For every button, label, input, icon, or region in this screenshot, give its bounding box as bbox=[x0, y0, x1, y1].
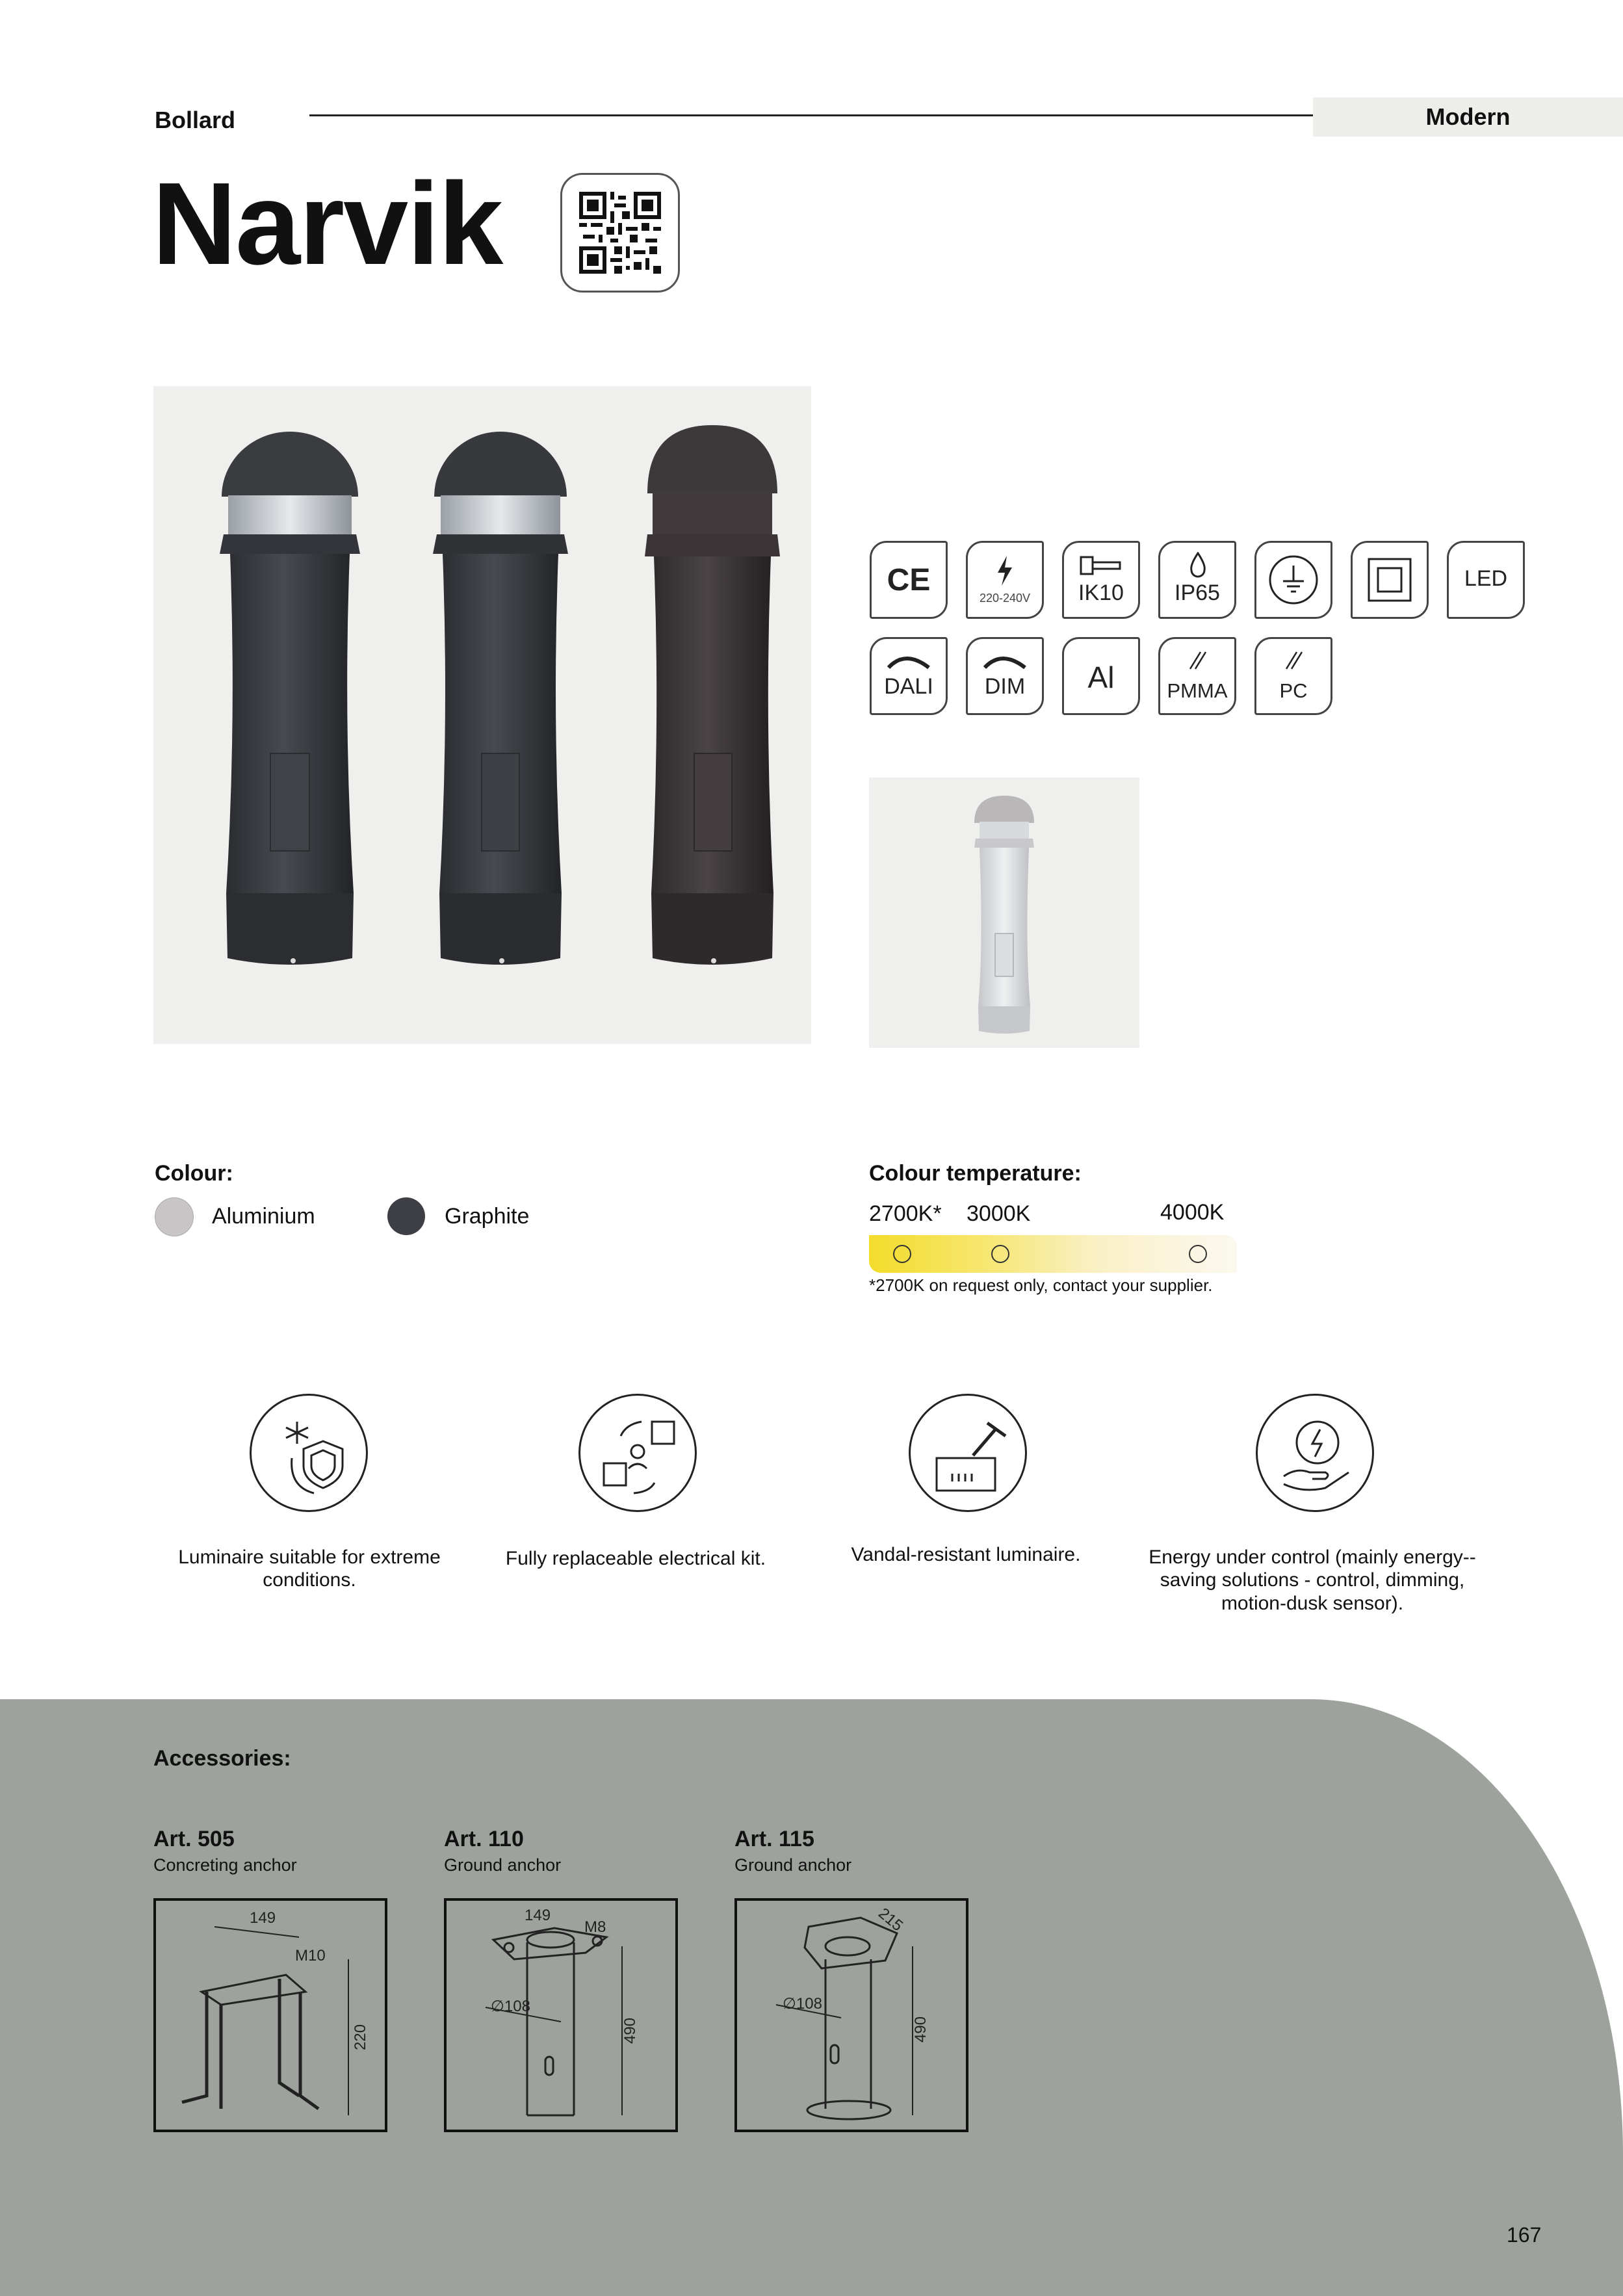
ct-label-4000: 4000K bbox=[1160, 1200, 1225, 1225]
dim-110-c: ∅108 bbox=[491, 1998, 530, 2015]
dim-115-d: 490 bbox=[912, 2016, 929, 2042]
dim-icon: DIM bbox=[966, 637, 1044, 715]
dali-arc-glyph bbox=[886, 651, 931, 670]
energy-hand-icon bbox=[1256, 1394, 1374, 1512]
pmma-icon: PMMA bbox=[1158, 637, 1236, 715]
pc-slash-glyph bbox=[1284, 649, 1303, 672]
swatch-aluminium-label: Aluminium bbox=[212, 1204, 315, 1229]
accessory-art-505: Art. 505 bbox=[153, 1827, 235, 1851]
ground-anchor-110-drawing bbox=[447, 1901, 675, 2130]
swatch-aluminium[interactable] bbox=[155, 1197, 194, 1236]
style-tag bbox=[1313, 98, 1623, 137]
accessories-title: Accessories: bbox=[153, 1746, 291, 1771]
pmma-slash-glyph bbox=[1188, 649, 1207, 672]
feature-text-energy: Energy under control (mainly energy--saving solutions - control, dimming, motion-dusk sensor). bbox=[1149, 1546, 1476, 1614]
accessory-desc-115: Ground anchor bbox=[734, 1855, 852, 1875]
colour-temperature-bar bbox=[869, 1235, 1237, 1273]
dim-110-d: 490 bbox=[621, 2017, 639, 2044]
product-title: Narvik bbox=[152, 159, 502, 289]
swatch-graphite-label: Graphite bbox=[445, 1204, 530, 1229]
bollard-aluminium-illustration bbox=[869, 777, 1139, 1048]
weather-shield-glyph bbox=[252, 1396, 366, 1510]
aluminium-icon: Al bbox=[1062, 637, 1140, 715]
dim-505-c: 220 bbox=[352, 2024, 369, 2050]
page-number: 167 bbox=[1507, 2223, 1542, 2247]
lightning-glyph bbox=[994, 554, 1016, 587]
bollard-illustration bbox=[153, 386, 811, 1044]
lightning-icon: 220-240V bbox=[966, 541, 1044, 619]
feature-text-kit: Fully replaceable electrical kit. bbox=[505, 1548, 766, 1569]
energy-hand-glyph bbox=[1258, 1396, 1372, 1510]
product-photo-aluminium bbox=[869, 777, 1139, 1048]
bollard-3 bbox=[645, 425, 780, 965]
hammer-icon: IK10 bbox=[1062, 541, 1140, 619]
dim-115-c: ∅108 bbox=[783, 1995, 822, 2013]
concreting-anchor-drawing bbox=[156, 1901, 385, 2130]
ct-dot-2700[interactable] bbox=[893, 1245, 911, 1263]
led-icon: LED bbox=[1447, 541, 1525, 619]
vandal-hammer-glyph bbox=[911, 1396, 1025, 1510]
ground-anchor-115-drawing bbox=[737, 1901, 966, 2130]
category-label: Bollard bbox=[155, 107, 236, 133]
qr-code-icon[interactable] bbox=[560, 173, 680, 293]
feature-text-extreme: Luminaire suitable for extreme conditions. bbox=[178, 1546, 441, 1591]
ct-label-3000: 3000K bbox=[967, 1201, 1031, 1226]
style-tag-label: Modern bbox=[1425, 103, 1511, 130]
feature-text-vandal: Vandal-resistant luminaire. bbox=[851, 1544, 1081, 1565]
qr-code-graphic bbox=[579, 192, 661, 274]
accessory-drawing-115[interactable] bbox=[734, 1898, 968, 2132]
double-insulation-icon bbox=[1351, 541, 1429, 619]
ct-dot-4000[interactable] bbox=[1189, 1245, 1207, 1263]
double-square-glyph bbox=[1367, 557, 1412, 603]
product-photo-main bbox=[153, 386, 811, 1044]
hammer-glyph bbox=[1078, 553, 1124, 579]
ct-dot-3000[interactable] bbox=[991, 1245, 1009, 1263]
accessory-art-110: Art. 110 bbox=[444, 1827, 524, 1851]
polycarbonate-icon: PC bbox=[1254, 637, 1332, 715]
bollard-1 bbox=[220, 432, 360, 965]
header-divider bbox=[309, 114, 1313, 116]
water-drop-icon: IP65 bbox=[1158, 541, 1236, 619]
weather-shield-icon bbox=[250, 1394, 368, 1512]
colour-temperature-note: *2700K on request only, contact your supplier. bbox=[869, 1275, 1213, 1295]
bollard-2 bbox=[433, 432, 568, 965]
ce-mark-icon: CE bbox=[870, 541, 948, 619]
earth-ground-icon bbox=[1254, 541, 1332, 619]
replace-kit-glyph bbox=[580, 1396, 695, 1510]
accessory-desc-110: Ground anchor bbox=[444, 1855, 562, 1875]
replace-kit-icon bbox=[578, 1394, 697, 1512]
accessory-drawing-505[interactable] bbox=[153, 1898, 387, 2132]
dim-505-a: 149 bbox=[250, 1909, 276, 1927]
dim-arc-glyph bbox=[982, 651, 1028, 670]
dim-110-a: 149 bbox=[525, 1907, 551, 1924]
swatch-graphite[interactable] bbox=[387, 1197, 425, 1235]
accessory-drawing-110[interactable] bbox=[444, 1898, 678, 2132]
drop-glyph bbox=[1189, 552, 1207, 578]
ct-label-2700: 2700K* bbox=[869, 1201, 942, 1226]
accessory-desc-505: Concreting anchor bbox=[153, 1855, 297, 1875]
accessory-art-115: Art. 115 bbox=[734, 1827, 814, 1851]
dim-115-a: 215 bbox=[875, 1904, 907, 1935]
colour-temperature-title: Colour temperature: bbox=[869, 1161, 1082, 1186]
dim-110-b: M8 bbox=[584, 1918, 606, 1936]
dali-dimming-icon: DALI bbox=[870, 637, 948, 715]
dim-505-b: M10 bbox=[295, 1947, 326, 1964]
colour-title: Colour: bbox=[155, 1161, 233, 1186]
ground-glyph bbox=[1267, 554, 1319, 606]
vandal-hammer-icon bbox=[909, 1394, 1027, 1512]
